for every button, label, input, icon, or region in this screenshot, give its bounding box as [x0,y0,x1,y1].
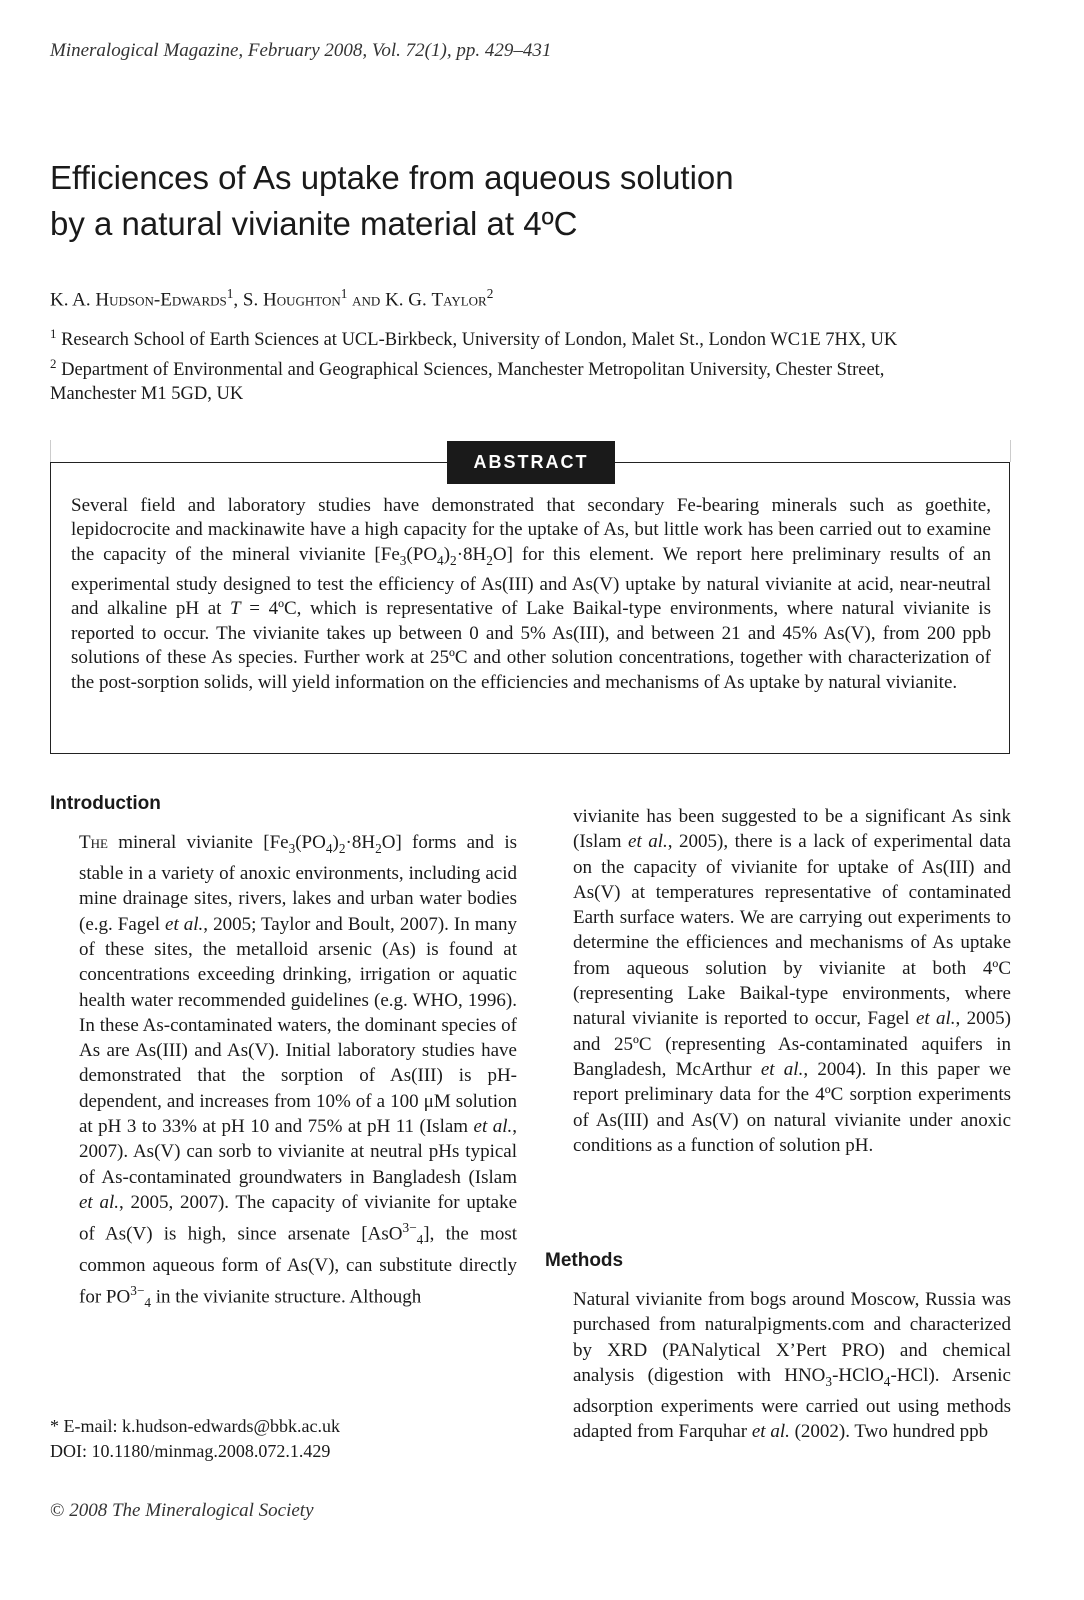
intro-sub-1: 3 [288,840,296,856]
intro-sup-1: 3− [402,1220,417,1236]
intro-etal-3: et al. [79,1191,119,1213]
affiliation-1 [50,322,1040,352]
methods-heading: Methods [545,1250,624,1271]
affiliation-1-text: Research School of Earth Sciences at UCL-Birkbeck, University of London, Malet St., London WC1E 7HX, UK [56,330,898,351]
methods-sub-1: 3 [825,1373,833,1389]
intro-right-etal-3: et al. [760,1058,804,1080]
affiliation-2-text: Department of Environmental and Geographical Sciences, Manchester Metropolitan University, Chester Street, [56,360,885,381]
methods-etal: et al. [751,1421,790,1443]
article-title [50,155,950,247]
author-3-initials: K. G. [385,289,432,311]
intro-right-etal-2: et al. [915,1008,956,1030]
intro-seg-e: O] forms and is stable in a variety of anoxic environments, including acid mine drainage sites, rivers, lakes and urban water bodies (e.g. Fagel [79,832,517,935]
introduction-right-column [573,804,1011,1158]
abstract-sub-1: 3 [399,552,407,568]
abstract-sub-2: 4 [437,552,444,568]
abstract-text [71,494,991,695]
intro-right-etal-1: et al. [628,831,668,853]
author-3-affil: 2 [486,286,494,301]
methods-seg-c: -HCl). Arsenic adsorption experiments were carried out using methods adapted from Farquhar [573,1364,1011,1443]
affiliation-2 [50,352,1040,382]
author-2-name: Houghton [262,289,341,311]
intro-seg-l: in the vivianite structure. Although [151,1286,422,1308]
intro-seg-g: , 2007). As(V) can sorb to vivianite at neutral pHs typical of As-contaminated groundwaters in Bangladesh (Islam [79,1116,518,1188]
intro-etal-1: et al. [165,913,204,935]
author-list [50,286,493,311]
intro-seg-a: mineral vivianite [Fe [107,832,289,853]
methods-seg-d: (2002). Two hundred ppb [789,1421,989,1443]
abstract-sub-3: 2 [450,552,457,568]
author-1-affil: 1 [226,286,234,301]
intro-seg-c: ) [332,832,339,853]
title-line-1: Efficiences of As uptake from aqueous solution [50,159,734,196]
affiliations [50,322,1040,406]
title-line-2: by a natural vivianite material at 4ºC [50,205,578,242]
intro-seg-j: ], the most common aqueous form of As(V), can substitute directly for PO [79,1223,517,1308]
affiliation-1-number: 1 [50,326,57,341]
intro-right-seg-c: , 2005) and 25ºC (representing As-contaminated aquifers in Bangladesh, McArthur [573,1008,1011,1080]
intro-right-seg-b: , 2005), there is a lack of experimental data on the capacity of vivianite for uptake of As(III) and As(V) at temperatures representative of contaminated Earth surface waters. We are carrying out experiments to determine the efficiences and mechanisms of As uptake from aqueous solution by vivianite at both 4ºC (representing Lake Baikal-type environments, where natural vivianite is reported to occur, Fagel [573,831,1011,1030]
author-1-name: Hudson-Edwards [95,289,227,311]
copyright-symbol: © [50,1500,65,1521]
author-2-affil: 1 [340,286,348,301]
intro-dropcap-word: The [79,832,108,853]
intro-right-seg-a: vivianite has been suggested to be a significant As sink (Islam [573,806,1011,853]
abstract-seg-5: O] for this element. We report here preliminary results of an experimental study designed to test the efficiency of As(III) and As(V) uptake by natural vivianite at acid, near-neutral and alkaline pH at [71,543,991,620]
author-3-name: Taylor [431,289,487,311]
journal-header: Mineralogical Magazine, February 2008, Vol. 72(1), pp. 429–431 [50,40,552,61]
footnote-doi: DOI: 10.1180/minmag.2008.072.1.429 [50,1441,331,1461]
abstract-seg-3: ) [443,543,451,565]
intro-seg-b: (PO [295,832,326,853]
introduction-heading: Introduction [50,793,161,814]
abstract-label: ABSTRACT [447,441,615,484]
affiliation-2-number: 2 [50,356,57,372]
copyright-text: 2008 The Mineralogical Society [64,1500,314,1521]
methods-text [573,1287,1011,1445]
introduction-left-column [79,830,517,1315]
intro-sup-2: 3− [130,1282,145,1298]
abstract-seg-4: ·8H [456,543,487,565]
abstract-seg-6: = 4ºC, which is representative of Lake Baikal-type environments, where natural vivianite is reported to occur. The vivianite takes up between 0 and 5% As(III), and between 21 and 45% As(V), from 200 ppb solutions of these As species. Further work at 25ºC and other solution concentrations, together with characterization of the post-sorption solids, will yield information on the efficiencies and mechanisms of As uptake by natural vivianite. [71,598,991,693]
abstract-seg-1: Several field and laboratory studies have demonstrated that secondary Fe-bearing minerals such as goethite, lepidocrocite and mackinawite have a high capacity for the uptake of As, but little work has been carried out to examine the capacity of the mineral vivianite [Fe [71,495,991,565]
intro-sub-3: 2 [338,840,346,856]
intro-seg-f: , 2005; Taylor and Boult, 2007). In many of these sites, the metalloid arsenic (As) is found at concentrations exceeding drinking, irrigation or aquatic health water recommended guidelines (e.g. WHO, 1996). In these As-contaminated waters, the dominant species of As are As(III) and As(V). Initial laboratory studies have demonstrated that the sorption of As(III) is pH-dependent, and increases from 10% of a 100 μM solution at pH 3 to 33% at pH 10 and 75% at pH 11 (Islam [79,913,517,1138]
author-2-initials: , S. [233,289,263,311]
intro-right-seg-d: , 2004). In this paper we report preliminary data for the 4ºC sorption experiments of As(III) and As(V) on natural vivianite under anoxic conditions as a function of solution pH. [573,1058,1011,1156]
copyright-line [50,1500,314,1522]
abstract-right-rule [1010,440,1011,462]
abstract-temperature-symbol: T [230,598,241,620]
intro-sub-4: 2 [375,840,382,856]
author-1-initials: K. A. [50,289,96,311]
methods-seg-b: -HClO [832,1364,884,1386]
intro-sub-6: 4 [144,1295,152,1311]
footnote [50,1414,340,1464]
abstract-sub-4: 2 [486,552,493,568]
author-conjunction: and [347,289,386,311]
affiliation-2-continued: Manchester M1 5GD, UK [50,384,244,405]
footnote-email: * E-mail: k.hudson-edwards@bbk.ac.uk [50,1416,341,1436]
methods-sub-2: 4 [883,1373,891,1389]
intro-etal-2: et al. [473,1116,513,1138]
methods-seg-a: Natural vivianite from bogs around Moscow, Russia was purchased from naturalpigments.com and characterized by XRD (PANalytical X’Pert PRO) and chemical analysis (digestion with HNO [573,1289,1011,1386]
intro-sub-2: 4 [325,840,333,856]
abstract-left-rule [50,440,51,462]
intro-sub-5: 4 [416,1232,424,1248]
abstract-seg-2: (PO [406,543,438,565]
intro-seg-d: ·8H [345,832,376,853]
intro-seg-h: , 2005, 2007). The capacity of vivianite for uptake of As(V) is high, since arsenate [AsO [79,1191,518,1245]
